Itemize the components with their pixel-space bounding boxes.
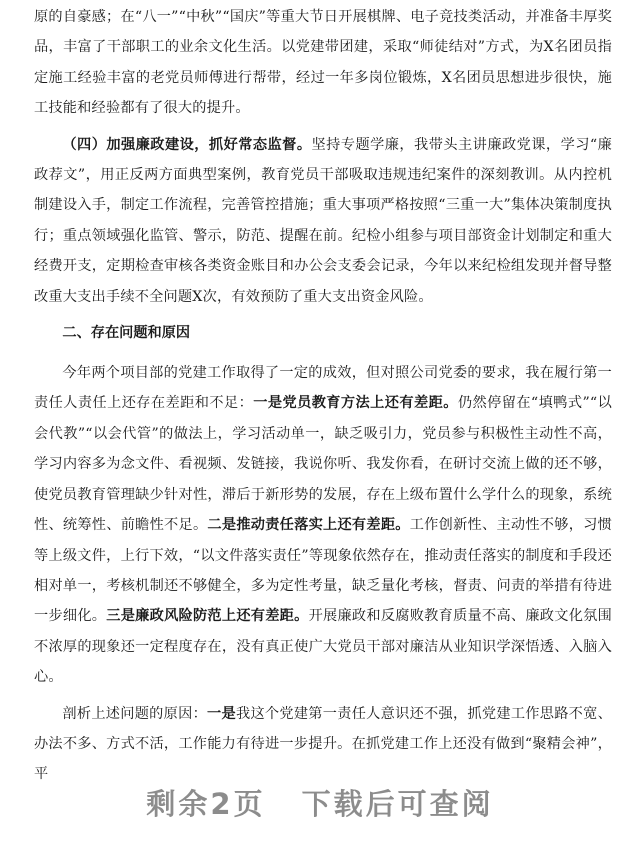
cause-one-heading: 一是 <box>207 705 236 722</box>
paragraph-text: 开展廉政和反腐败教育质量不高、廉政文化氛围不浓厚的现象还一定程度存在，没有真正使广大党员干部对廉洁从业知识学深悟透、入脑入心。 <box>34 608 612 686</box>
remaining-pages-label[interactable]: 剩余2页 <box>146 787 266 821</box>
paragraph-text: 原的自豪感；在“八一”“中秋”“国庆”等重大节日开展棋牌、电子竞技类活动，并准备丰厚奖品，丰富了干部职工的业余文化生活。以党建带团建，采取“师徒结对”方式，为X名团员指定施工经验丰富的老党员师傅进行帮带，经过一年多岗位锻炼，X名团员思想进步很快，施工技能和经验都有了很大的提升。 <box>34 9 612 117</box>
section-heading <box>34 318 612 348</box>
problem-one-heading: 一是党员教育方法上还有差距。 <box>253 395 458 412</box>
paragraph-text: 今年两个项目部的党建工作取得了一定的成效，但对照公司党委的要求，我在履行第一责任人责任上还存在差距和不足： <box>34 365 612 412</box>
paragraph-text: 仍然停留在“填鸭式”“以会代教”“以会代管”的做法上，学习活动单一，缺乏吸引力，党员参与积极性主动性不高，学习内容多为念文件、看视频、发链接，我说你听、我发你看，在研讨交流上做的还不够，使党员教育管理缺少针对性，滞后于新形势的发展，存在上级布置什么学什么的现象，系统性、统筹性、前瞻性不足。 <box>34 395 612 534</box>
download-to-view-label[interactable]: 下载后可查阅 <box>301 787 494 821</box>
section-heading-text: 二、存在问题和原因 <box>62 325 191 342</box>
paragraph-causes <box>34 699 612 790</box>
download-banner[interactable] <box>0 782 640 823</box>
paragraph-text: 我这个党建第一责任人意识还不强，抓党建工作思路不宽、办法不多、方式不活，工作能力有待进一步提升。在抓党建工作上还没有做到“聚精会神”，平 <box>34 705 612 783</box>
paragraph-culture-life <box>34 2 612 124</box>
paragraph-text: 剖析上述问题的原因： <box>62 705 208 722</box>
problem-two-heading: 二是推动责任落实上还有差距。 <box>207 517 410 534</box>
document-body <box>34 2 612 796</box>
problem-three-heading: 三是廉政风险防范上还有差距。 <box>106 608 309 625</box>
paragraph-text: 工作创新性、主动性不够，习惯等上级文件，上行下效，“以文件落实责任”等现象依然存在，推动责任落实的制度和手段还相对单一，考核机制还不够健全，多为定性考量，缺乏量化考核，督责、问责的举措有待进一步细化。 <box>34 517 612 625</box>
section-subheading: （四）加强廉政建设，抓好常态监督。 <box>62 136 312 153</box>
paragraph-text: 坚持专题学廉，我带头主讲廉政党课，学习“廉政荐文”，用正反两方面典型案例，教育党员干部吸取违规违纪案件的深刻教训。从内控机制建设入手，制定工作流程，完善管控措施；重大事项严格按照“三重一大”集体决策制度执行；重点领域强化监管、警示，防范、提醒在前。纪检小组参与项目部资金计划制定和重大经费开支，定期检查审核各类资金账目和办公会支委会记录，今年以来纪检组发现并督导整改重大支出手续不全问题X次，有效预防了重大支出资金风险。 <box>34 136 612 305</box>
paragraph-integrity-building <box>34 130 612 312</box>
paragraph-problems <box>34 358 612 692</box>
